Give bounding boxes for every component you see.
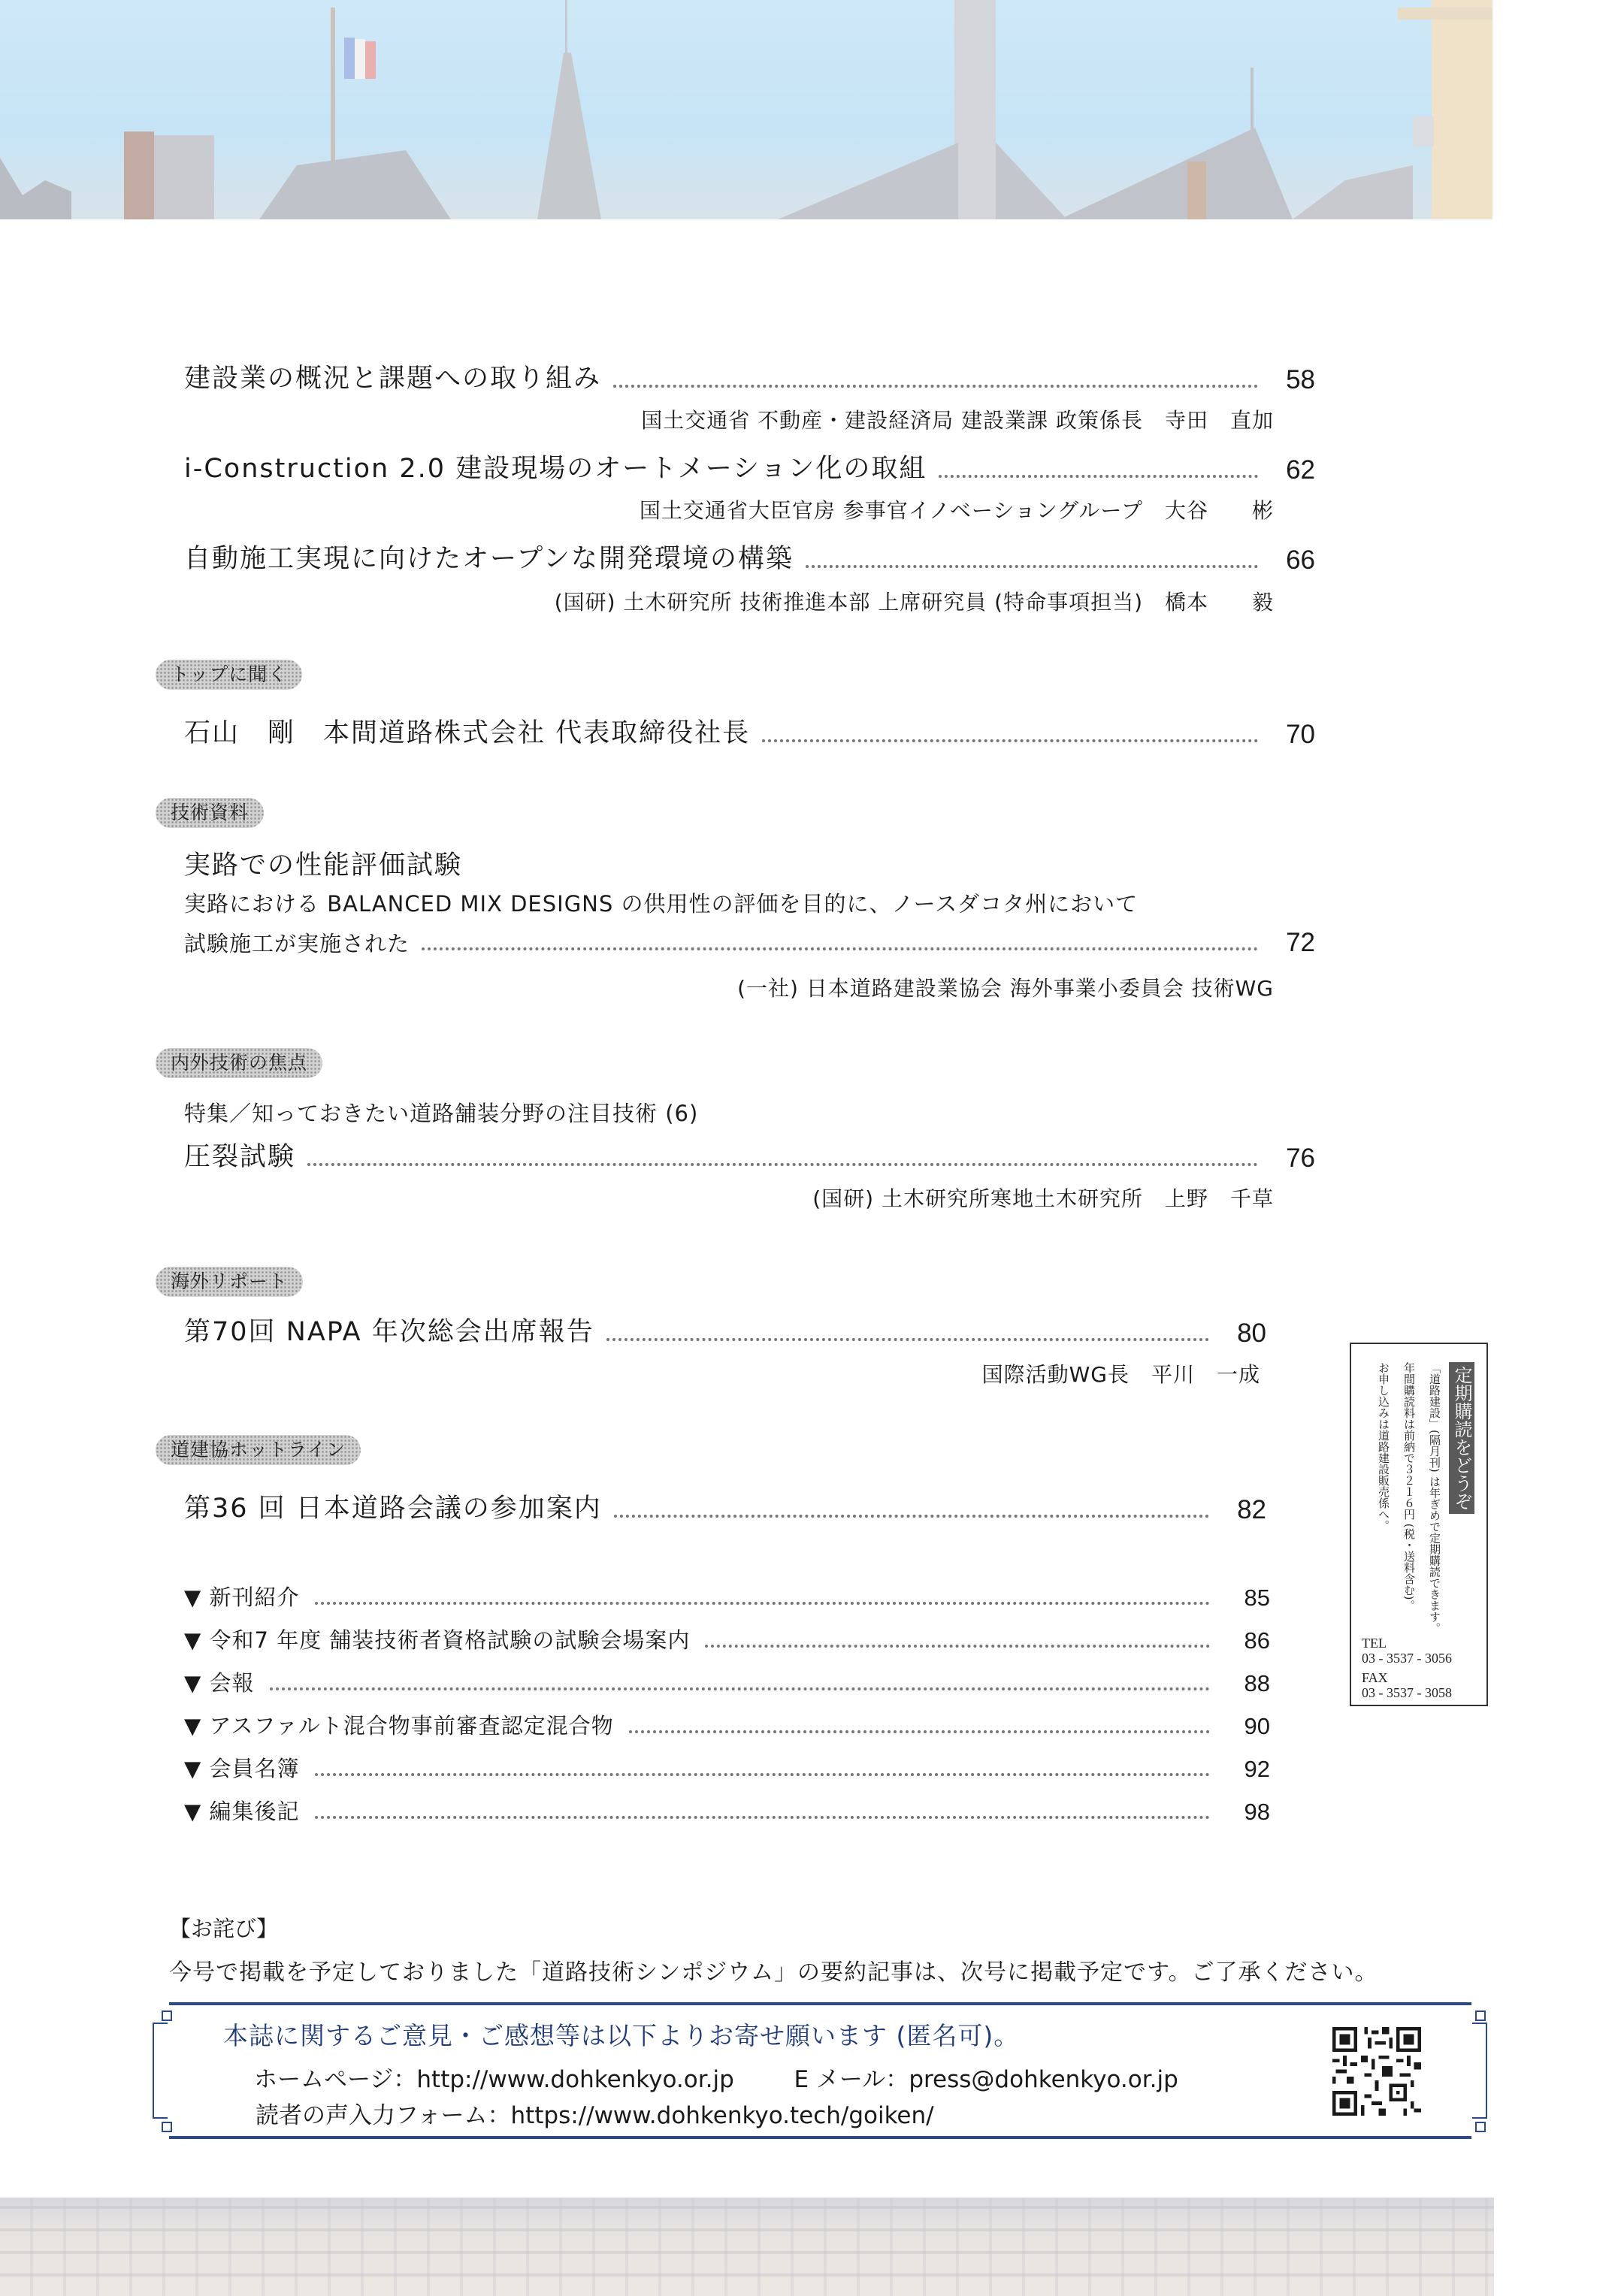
toc-item[interactable] [184, 1136, 1315, 1174]
list-item-title: 会員名簿 [209, 1756, 300, 1781]
leader-dots [939, 475, 1258, 478]
toc-item-title: 圧裂試験 [184, 1142, 296, 1172]
toc-page-number: 82 [1237, 1495, 1266, 1524]
corner-ornament [162, 2011, 172, 2021]
leader-dots [762, 739, 1258, 742]
toc-item-title: 建設業の概況と課題への取り組み [184, 364, 602, 394]
toc-page-number: 76 [1286, 1143, 1315, 1173]
leader-dots [315, 1602, 1210, 1605]
list-item-page: 86 [1244, 1627, 1270, 1654]
toc-page-number: 70 [1286, 720, 1315, 749]
leader-dots [614, 1515, 1209, 1518]
list-item-title: 令和7 年度 舗装技術者資格試験の試験会場案内 [209, 1627, 691, 1653]
section-tag-top-interview: トップに聞く [156, 660, 302, 690]
toc-author: (国研) 土木研究所寒地土木研究所 上野 千草 [812, 1186, 1274, 1211]
feedback-box-ornament-right [1472, 2023, 1487, 2119]
leader-dots [613, 385, 1258, 388]
subscription-box [1350, 1343, 1488, 1706]
list-item-page: 98 [1244, 1799, 1270, 1825]
list-item-title: 新刊紹介 [209, 1585, 300, 1610]
list-item-title: アスファルト混合物事前審査認定混合物 [209, 1713, 614, 1739]
qr-code[interactable] [1332, 2027, 1422, 2116]
list-item-title: 編集後記 [209, 1799, 300, 1824]
triangle-down-icon: ▼ [184, 1756, 202, 1781]
toc-item-title: 第36 回 日本道路会議の参加案内 [184, 1494, 602, 1524]
toc-item-description: 試験施工が実施された [184, 931, 410, 956]
section-tag-technical-material: 技術資料 [156, 798, 264, 828]
leader-dots [270, 1687, 1210, 1690]
toc-item-description: 実路における BALANCED MIX DESIGNS の供用性の評価を目的に、ノースダコタ州において [184, 891, 1139, 917]
toc-item-kicker: 特集／知っておきたい道路舗装分野の注目技術 (6) [184, 1101, 699, 1126]
list-item[interactable] [184, 1795, 1270, 1826]
tel-number: 03 - 3537 - 3056 [1362, 1651, 1452, 1666]
list-item[interactable] [184, 1666, 1270, 1697]
footer-photo [0, 2198, 1494, 2296]
leader-dots [606, 1338, 1209, 1341]
toc-item[interactable] [184, 1488, 1266, 1525]
triangle-down-icon: ▼ [184, 1627, 202, 1653]
email-link[interactable]: press@dohkenkyo.or.jp [909, 2066, 1178, 2093]
feedback-form-line [256, 2096, 934, 2130]
list-item[interactable] [184, 1581, 1270, 1612]
leader-dots [806, 565, 1258, 568]
subscription-heading: 定期購読をどうぞ [1449, 1362, 1474, 1514]
section-tag-hotline: 道建協ホットライン [156, 1435, 361, 1465]
triangle-down-icon: ▼ [184, 1713, 202, 1739]
list-item-title: 会報 [209, 1670, 255, 1696]
toc-item[interactable] [184, 358, 1315, 395]
toc-item-title-row[interactable] [184, 844, 1315, 882]
list-item-page: 85 [1244, 1585, 1270, 1611]
subscription-text-line: お申し込みは道路建設販売係へ。 [1377, 1362, 1390, 1531]
toc-item[interactable] [184, 712, 1315, 750]
homepage-link[interactable]: http://www.dohkenkyo.or.jp [416, 2066, 734, 2093]
qr-code-graphic [1332, 2027, 1422, 2116]
leader-dots [629, 1730, 1210, 1733]
triangle-down-icon: ▼ [184, 1799, 202, 1824]
toc-item-title: 自動施工実現に向けたオープンな開発環境の構築 [184, 544, 794, 574]
list-item[interactable] [184, 1709, 1270, 1740]
corner-ornament [1475, 2011, 1486, 2021]
list-item[interactable] [184, 1752, 1270, 1783]
subscription-text-line: 年間購読料は前納で３２１６円 (税・送料含む)。 [1402, 1362, 1416, 1612]
toc-item[interactable] [184, 1311, 1266, 1349]
list-item-page: 90 [1244, 1713, 1270, 1739]
list-item-page: 88 [1244, 1670, 1270, 1696]
feedback-contact-line [254, 2060, 1178, 2094]
toc-page-number: 72 [1286, 928, 1315, 957]
email-label: E メール： [794, 2066, 909, 2093]
list-item-page: 92 [1244, 1756, 1270, 1782]
toc-page-number: 62 [1286, 455, 1315, 485]
toc-author: 国土交通省大臣官房 参事官イノベーショングループ 大谷 彬 [639, 498, 1274, 523]
list-item[interactable] [184, 1624, 1270, 1654]
corner-ornament [162, 2122, 172, 2132]
apology-text: 今号で掲載を予定しておりました「道路技術シンポジウム」の要約記事は、次号に掲載予定です。ご了承ください。 [169, 1959, 1378, 1986]
toc-page-number: 80 [1237, 1319, 1266, 1348]
header-photo [0, 0, 1492, 219]
toc-item-title: i-Construction 2.0 建設現場のオートメーション化の取組 [184, 454, 927, 484]
toc-author: (国研) 土木研究所 技術推進本部 上席研究員 (特命事項担当) 橋本 毅 [554, 590, 1274, 615]
toc-page-number: 66 [1286, 545, 1315, 575]
toc-item-title: 石山 剛 本間道路株式会社 代表取締役社長 [184, 718, 751, 748]
form-label: 読者の声入力フォーム： [256, 2102, 511, 2129]
leader-dots [422, 947, 1258, 950]
toc-item[interactable] [184, 927, 1315, 958]
triangle-down-icon: ▼ [184, 1670, 202, 1696]
subscription-text-line: 「道路建設」(隔月刊) は年ぎめで定期購読できます。 [1428, 1362, 1441, 1634]
tel-label: TEL [1362, 1636, 1387, 1651]
fax-number: 03 - 3537 - 3058 [1362, 1685, 1452, 1700]
leader-dots [315, 1773, 1210, 1776]
section-tag-tech-focus: 内外技術の焦点 [156, 1048, 322, 1078]
leader-dots [307, 1163, 1258, 1166]
form-link[interactable]: https://www.dohkenkyo.tech/goiken/ [510, 2102, 934, 2129]
homepage-label: ホームページ： [254, 2066, 417, 2093]
toc-item-title: 第70回 NAPA 年次総会出席報告 [184, 1317, 594, 1347]
header-photo-illustration [0, 0, 1492, 219]
apology-heading: 【お詫び】 [169, 1916, 279, 1941]
fax-label: FAX [1362, 1670, 1388, 1685]
feedback-box-ornament-left [153, 2023, 168, 2119]
triangle-down-icon: ▼ [184, 1585, 202, 1610]
feedback-heading: 本誌に関するご意見・ご感想等は以下よりお寄せ願います (匿名可)。 [223, 2021, 1020, 2050]
toc-author: (一社) 日本道路建設業協会 海外事業小委員会 技術WG [737, 976, 1274, 1001]
toc-author: 国土交通省 不動産・建設経済局 建設業課 政策係長 寺田 直加 [641, 408, 1274, 433]
toc-item-title: 実路での性能評価試験 [184, 850, 463, 881]
toc-item[interactable] [184, 538, 1315, 576]
toc-author: 国際活動WG長 平川 一成 [981, 1362, 1260, 1387]
toc-page-number: 58 [1286, 365, 1315, 394]
toc-item[interactable] [184, 448, 1315, 485]
section-tag-overseas-report: 海外リポート [156, 1267, 303, 1297]
corner-ornament [1475, 2122, 1486, 2132]
leader-dots [315, 1816, 1210, 1819]
leader-dots [705, 1645, 1210, 1648]
